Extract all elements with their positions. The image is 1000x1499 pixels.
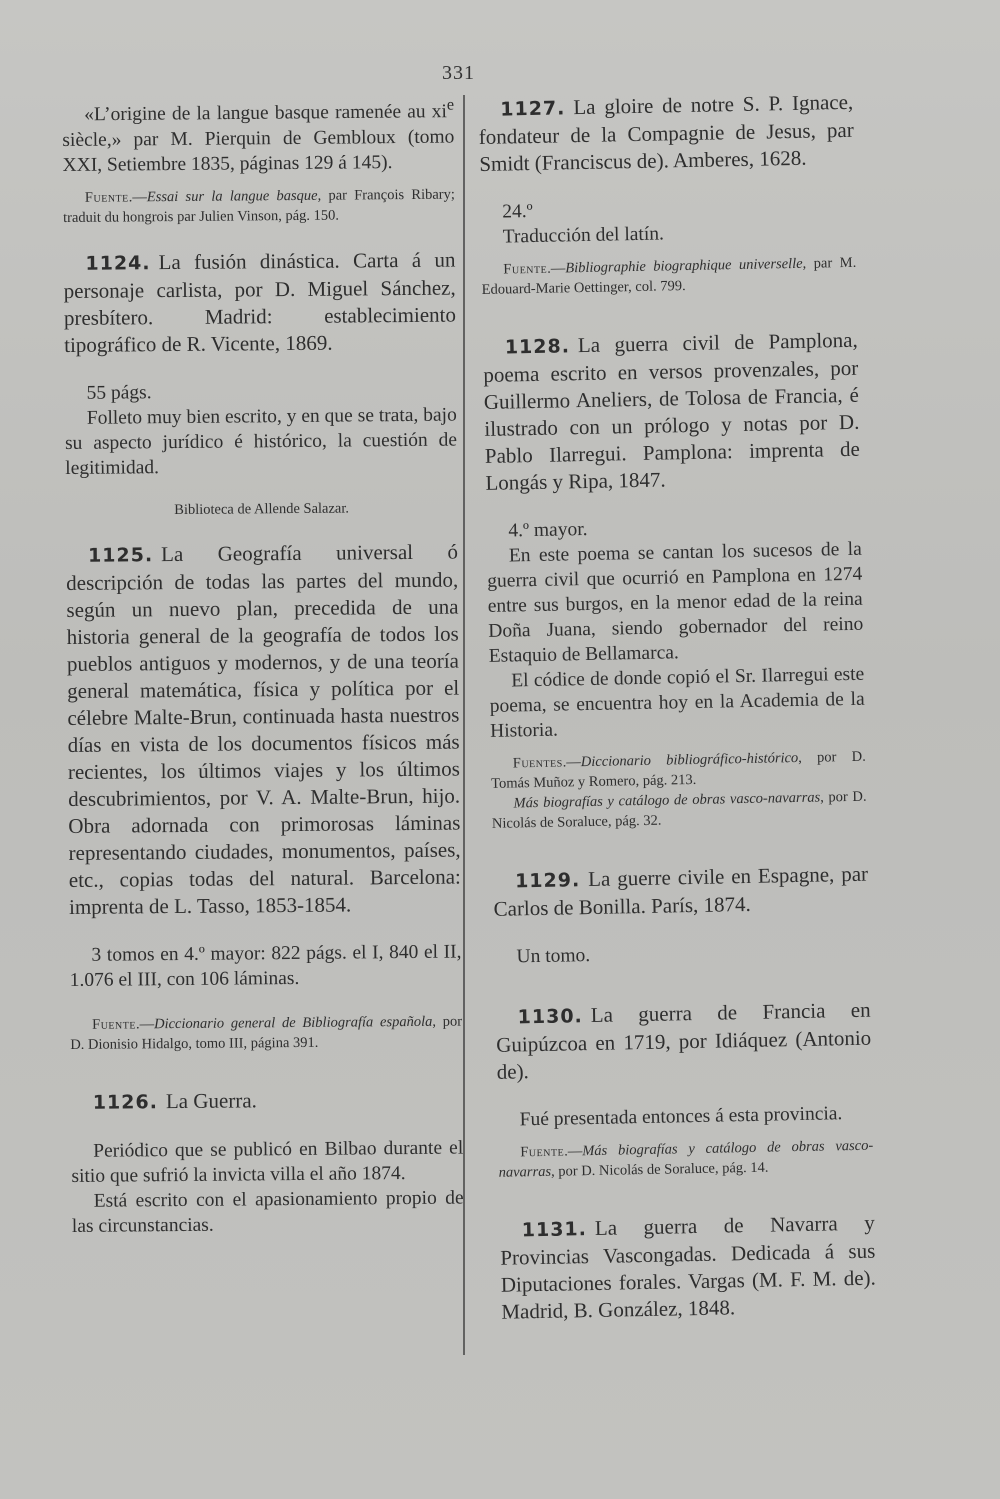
entry-number: 1124. [85, 251, 151, 275]
entry-description: Folleto muy bien escrito, y en que se trata, bajo su aspecto jurídico é histórico, la cuestión de legitimidad. [64, 404, 458, 479]
intro-paragraph: «L’origine de la langue basque ramenée au $xi^e$ siècle,» par M. Pierquin de Gembloux (tomo XXI, Setiembre 1835, páginas 129 á 145). [62, 95, 455, 176]
entry-description: 24.º [502, 200, 533, 223]
entry-description: En este poema se cantan los sucesos de la guerra civil que ocurrió en Pamplona en 1274 entre sus burgos, en la menor edad de la reina Doña Juana, siendo gobernador del reino Estaquio de Bellamarca. [487, 538, 864, 667]
entry-number: 1129. [514, 869, 581, 893]
entry-description: El códice de donde copió el Sr. Ilarregui este poema, se encuentra hoy en la Academia de la Historia. [489, 663, 865, 742]
entry-source: Fuente.—Más biografías y catálogo de obras vasco-navarras, por D. Nicolás de Soraluce, pág. 14. [498, 1137, 874, 1181]
entry-number: 1130. [517, 1005, 584, 1029]
entry-title: La fusión dinástica. Carta á un personaje carlista, por D. Miguel Sánchez, presbítero. Madrid: establecimiento tipográfico de R. Vicente, 1869. [63, 247, 457, 357]
entry-title: La guerra civil de Pamplona, poema escrito en versos provenzales, por Guillermo Aneliers, de Tolosa de Francia, é ilustrado con un prólogo y notas por D. Pablo Ilarregui. Pamplona: imprenta de Longás y Ripa, 1847. [483, 327, 861, 495]
entry-1130 [495, 997, 872, 1086]
entry-1129 [493, 861, 869, 923]
entry-title: La Geografía universal ó descripción de todas las partes del mundo, según un nuevo plan, precedida de una historia general de la geografía de todos los pueblos antiguos y modernos, y de una teoría general matemática, física y política por el célebre Malte-Brun, continuada hasta nuestros días en vista de los documentos físicos más recientes, los últimos viajes y los últimos descubrimientos, por V. A. Malte-Brun, hijo. Obra adornada con primorosas láminas representando ciudades, monumentos, países, etc., copias todas del natural. Barcelona: imprenta de L. Tasso, 1853-1854. [66, 539, 461, 919]
entry-title: La guerra de Francia en Guipúzcoa en 1719, por Idiáquez (Antonio de). [495, 997, 872, 1084]
entry-source: Fuente.—Bibliographie biographique universelle, par M. Edouard-Marie Oettinger, col. 799. [481, 254, 857, 298]
entry-description: Fué presentada entonces á esta provincia. [519, 1103, 843, 1131]
entry-description: Un tomo. [516, 945, 591, 968]
entry-1127 [478, 89, 855, 178]
entry-title: La guerre civile en Espagne, par Carlos de Bonilla. París, 1874. [493, 861, 869, 921]
entry-title: La gloire de notre S. P. Ignace, fondateur de la Compagnie de Jesus, par Smidt (Franciscus de). Amberes, 1628. [478, 89, 854, 176]
intro-source: Fuente.—Essai sur la langue basque, par François Ribary; traduit du hongrois par Julien Vinson, pág. 150. [62, 186, 455, 226]
left-column [62, 93, 464, 1239]
entry-number: 1131. [521, 1218, 588, 1242]
entry-1124 [63, 246, 456, 358]
entry-description: 55 págs. [86, 381, 152, 404]
entry-description: 4.º mayor. [508, 518, 588, 542]
entry-source: Fuentes.—Diccionario bibliográfico-histórico, por D. Tomás Muñoz y Romero, pág. 213. [491, 748, 866, 792]
entry-description: Traducción del latín. [502, 223, 665, 248]
entry-number: 1128. [504, 335, 571, 359]
entry-number: 1126. [92, 1090, 158, 1114]
entry-description: Periódico que se publicó en Bilbao durante el sitio que sufrió la invicta villa el año 1874. [71, 1137, 464, 1187]
entry-description: 3 tomos en 4.º mayor: 822 págs. el I, 840 el II, 1.076 el III, con 106 láminas. [69, 941, 462, 991]
entry-1131 [500, 1210, 877, 1326]
page-number: 331 [442, 62, 475, 84]
entry-title: La Guerra. [165, 1087, 257, 1113]
entry-description: Está escrito con el apasionamiento propio de las circunstancias. [71, 1187, 464, 1237]
entry-1128 [483, 327, 861, 497]
entry-title: La guerra de Navarra y Provincias Vascongadas. Dedicada á sus Diputaciones forales. Vargas (M. F. M. de). Madrid, B. González, 1848. [500, 1210, 876, 1324]
entry-1125 [66, 538, 461, 920]
entry-1126 [71, 1085, 463, 1116]
right-column [478, 89, 877, 1326]
entry-number: 1125. [87, 543, 154, 567]
entry-number: 1127. [500, 97, 566, 121]
library-note: Biblioteca de Allende Salazar. [174, 500, 350, 518]
entry-source: Más biografías y catálogo de obras vasco-navarras, por D. Nicolás de Soraluce, pág. 32. [491, 788, 867, 832]
entry-source: Fuente.—Diccionario general de Bibliografía española, por D. Dionisio Hidalgo, tomo III, página 391. [70, 1013, 463, 1053]
